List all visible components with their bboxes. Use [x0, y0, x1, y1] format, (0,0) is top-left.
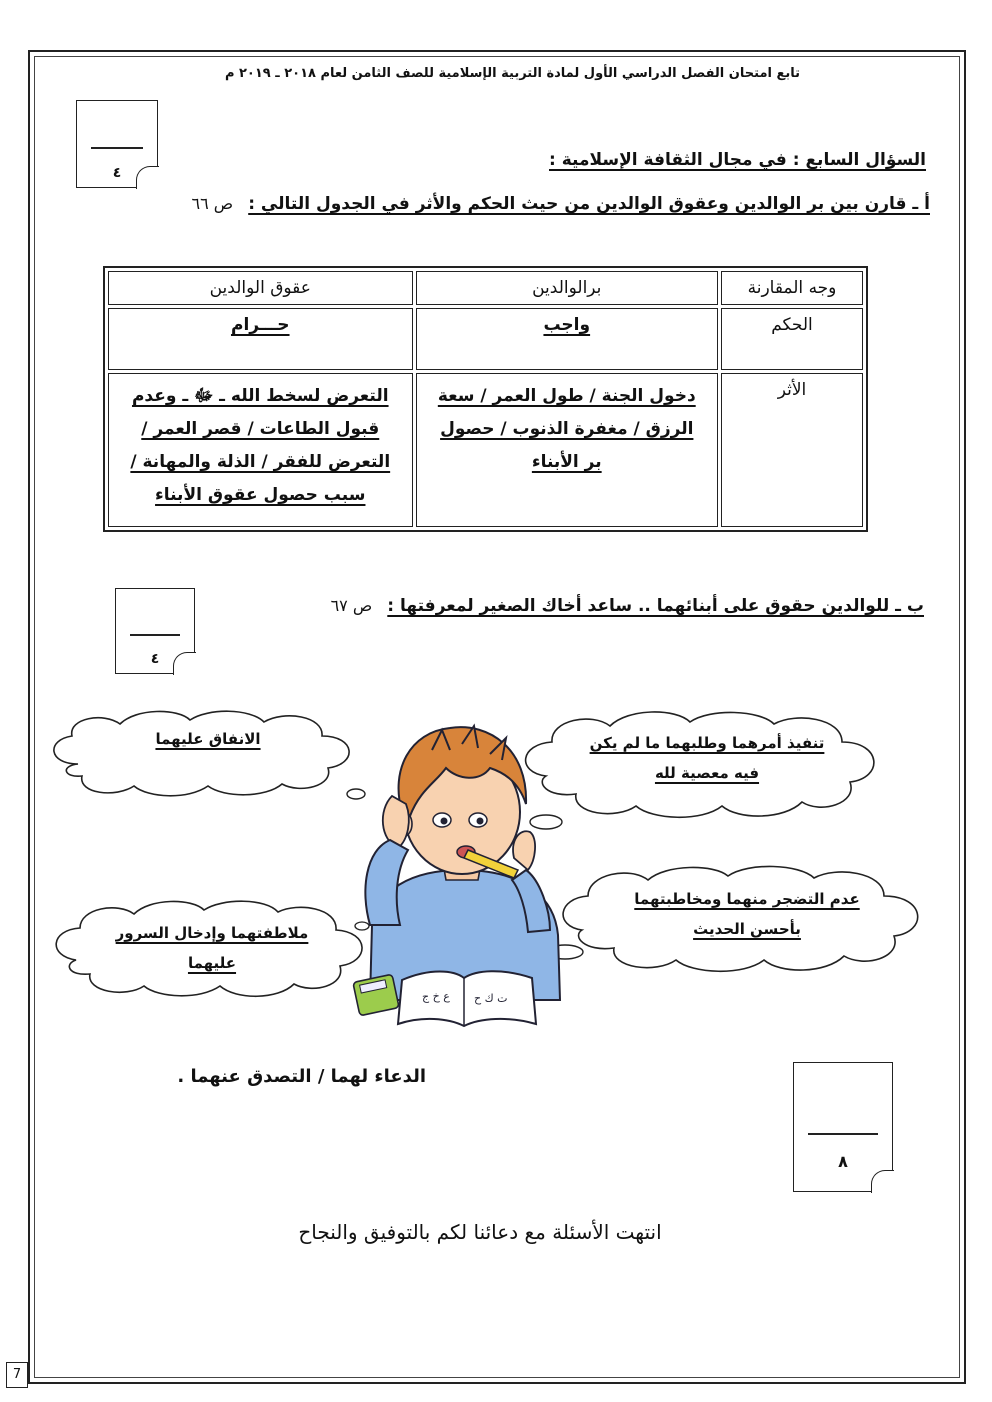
table-row-ruling: [108, 308, 863, 370]
cloud-bottom-right-line2: بأحسن الحديث: [693, 920, 801, 938]
score-a-value: ٤: [112, 165, 122, 181]
cell-uquq-ruling: حـــرام: [108, 308, 413, 370]
part-b-text: ب ـ للوالدين حقوق على أبنائهما .. ساعد أخاك الصغير لمعرفتها :: [387, 596, 924, 616]
table-row-effect: [108, 373, 863, 527]
part-b-page-ref: ص ٦٧: [330, 596, 373, 615]
cell-birr-effect: دخول الجنة / طول العمر / سعة الرزق / مغفرة الذنوب / حصول بر الأبناء: [416, 373, 718, 527]
cloud-top-right-line1: تنفيذ أمرهما وطلبهما ما لم يكن: [589, 734, 825, 752]
cloud-bottom-left-line2: عليهما: [187, 954, 237, 972]
part-a-page-ref: ص ٦٦: [191, 194, 234, 213]
svg-text:ت ك ح: ت ك ح: [474, 992, 508, 1005]
exam-header: تابع امتحان الفصل الدراسي الأول لمادة التربية الإسلامية للصف الثامن لعام ٢٠١٨ ـ ٢٠١٩ م: [224, 66, 800, 81]
header-uquq: عقوق الوالدين: [108, 271, 413, 305]
score-b-value: ٤: [150, 651, 160, 667]
score-box-total: [793, 1062, 893, 1192]
additional-answer: الدعاء لهما / التصدق عنهما .: [177, 1066, 426, 1087]
score-total-value: ٨: [838, 1152, 848, 1171]
thought-cloud-top-left: [38, 706, 368, 802]
cell-birr-ruling: واجب: [416, 308, 718, 370]
cloud-top-left-line1: الانفاق عليهما: [155, 730, 261, 748]
score-box-b: [115, 588, 195, 674]
header-birr: برالوالدين: [416, 271, 718, 305]
part-a-prompt: [150, 194, 930, 214]
part-b-prompt: [264, 596, 924, 616]
part-a-text: أ ـ قارن بين بر الوالدين وعقوق الوالدين من حيث الحكم والأثر في الجدول التالي :: [248, 194, 930, 214]
cloud-bottom-right-line1: عدم التضجر منهما ومخاطبتهما: [634, 890, 860, 908]
closing-message: انتهت الأسئلة مع دعائنا لكم بالتوفيق والنجاح: [298, 1220, 662, 1244]
header-aspect: وجه المقارنة: [721, 271, 863, 305]
thought-cloud-bottom-left: [40, 896, 372, 1006]
cloud-bottom-left-line1: ملاطفتهما وإدخال السرور: [115, 924, 309, 942]
row-label-ruling: الحكم: [721, 308, 863, 370]
row-label-effect: الأثر: [721, 373, 863, 527]
score-box-a: [76, 100, 158, 188]
svg-text:ع خ ج: ع خ ج: [422, 990, 450, 1003]
cloud-top-right-line2: فيه معصية لله: [654, 764, 760, 782]
studying-boy-illustration: [350, 720, 576, 1038]
table-header-row: [108, 271, 863, 305]
thought-cloud-bottom-right: [552, 862, 940, 982]
question-title: السؤال السابع : في مجال الثقافة الإسلامية :: [549, 150, 926, 170]
comparison-table: [103, 266, 868, 532]
cell-uquq-effect: التعرض لسخط الله ـ ﷻ ـ وعدم قبول الطاعات / قصر العمر / التعرض للفقر / الذلة والمهانة / سبب حصول عقوق الأبناء: [108, 373, 413, 527]
page-number: 7: [6, 1362, 28, 1388]
